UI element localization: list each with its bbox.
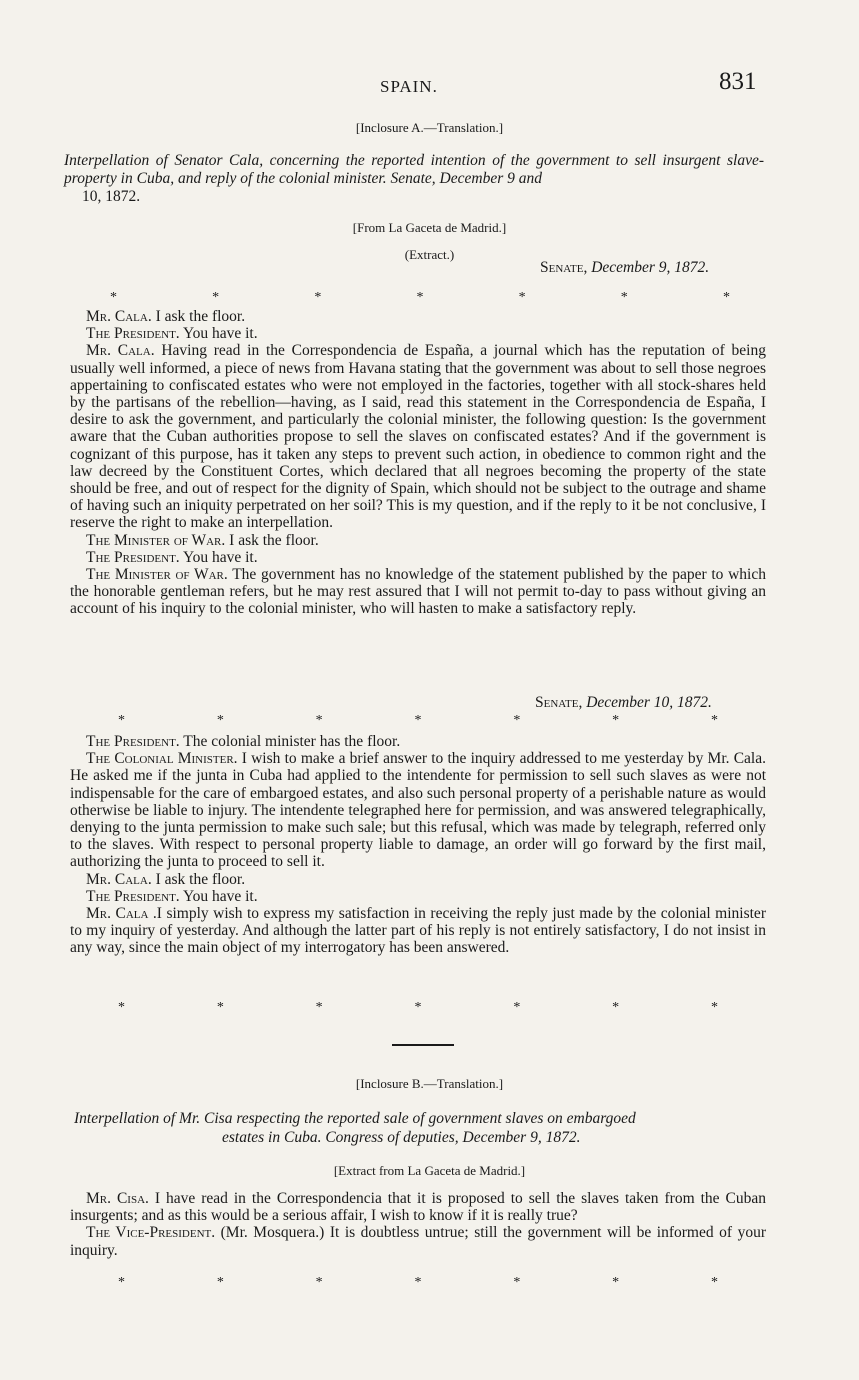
star: * xyxy=(722,290,730,305)
speech-text: Having read in the Correspondencia de España, a journal which has the reputation of being usually well informed, a piece of news from Havana stating that the government was about to sell those negroes appertaining to confiscated estates who were not employed in the factories, together with all stock-shares held by the partisans of the rebellion—having, as I said, read this statement in the Correspondencia de España, I desire to ask the government, and particularly the colonial minister, the following question: Is the government aware that the Cuban authorities propose to sell the slaves on confiscated estates? And if the government is cognizant of this purpose, has it taken any steps to prevent such action, in obedience to common right and the law decreed by the Constituent Cortes, which declared that all negroes becoming the property of the state should be free, and out of respect for the dignity of Spain, which should not be subject to the outrage and shame of having such an iniquity perpetrated on her soil? This is my question, and if the reply to it be not conclusive, I reserve the right to make an interpellation. xyxy=(70,342,766,532)
ellipsis-stars xyxy=(110,290,730,306)
dateline-dec-10 xyxy=(535,694,712,712)
ellipsis-stars xyxy=(118,1275,718,1291)
star: * xyxy=(315,713,323,728)
star: * xyxy=(513,713,521,728)
speech xyxy=(70,342,766,531)
speaker: The Vice-President. xyxy=(86,1224,216,1242)
star: * xyxy=(315,1000,323,1015)
speech-text: I ask the floor. xyxy=(151,308,246,325)
speaker: The President. xyxy=(86,548,180,566)
dateline-date: December 10, 1872. xyxy=(586,694,712,711)
speaker: Mr. Cala. xyxy=(86,870,152,888)
speech-text: You have it. xyxy=(179,325,258,343)
star: * xyxy=(513,1000,521,1015)
speaker: The Minister of War. xyxy=(86,566,228,584)
dateline-dec-9 xyxy=(540,259,709,277)
speech xyxy=(70,1224,766,1258)
star: * xyxy=(414,1275,422,1290)
speech-text: (Mr. Mosquera.) It is doubtless untrue; still the government will be informed of your inquiry. xyxy=(70,1224,766,1259)
speaker: The President. xyxy=(86,733,180,750)
dateline-senate: Senate, xyxy=(535,694,583,711)
dateline-senate: Senate, xyxy=(540,259,588,276)
inclosure-b-title-line2 xyxy=(222,1129,580,1147)
source-note-a: [From La Gaceta de Madrid.] xyxy=(352,220,507,235)
ellipsis-stars xyxy=(118,1000,718,1016)
star: * xyxy=(414,1000,422,1015)
inclosure-a-title-year: 10, 1872. xyxy=(82,188,141,205)
star: * xyxy=(314,290,322,305)
star: * xyxy=(710,713,718,728)
inclosure-b-title-date: December 9, 1872. xyxy=(462,1129,581,1146)
speaker: Mr. Cala xyxy=(86,905,149,923)
star: * xyxy=(118,1275,125,1290)
speech xyxy=(70,888,766,905)
inclosure-a-label: [Inclosure A.—Translation.] xyxy=(355,120,504,135)
source-note-b: [Extract from La Gaceta de Madrid.] xyxy=(333,1163,526,1178)
congress-proceedings xyxy=(70,1190,766,1259)
speech xyxy=(70,733,766,750)
speech-text: You have it. xyxy=(179,887,258,905)
star: * xyxy=(216,1000,224,1015)
star: * xyxy=(118,1000,125,1015)
speech xyxy=(70,750,766,870)
star: * xyxy=(710,1275,718,1290)
inclosure-b-label: [Inclosure B.—Translation.] xyxy=(355,1076,504,1091)
speech xyxy=(70,308,766,325)
speech-text: The government has no knowledge of the statement published by the paper to which the honorable gentleman refers, but he may rest assured that I will not permit to-day to pass without giving an account of his inquiry to the colonial minister, who will hasten to make a satisfactory reply. xyxy=(70,566,766,618)
speech xyxy=(70,905,766,957)
speech xyxy=(70,1190,766,1224)
star: * xyxy=(612,713,620,728)
page-number: 831 xyxy=(719,68,757,95)
ellipsis-stars xyxy=(118,713,718,729)
speech xyxy=(70,532,766,549)
running-head: SPAIN. xyxy=(380,77,438,96)
star: * xyxy=(612,1000,620,1015)
speech-text: I have read in the Correspondencia that it is proposed to sell the slaves taken from the Cuban insurgents; and as this would be a serious affair, I wish to know if it is really true? xyxy=(70,1190,766,1225)
speech xyxy=(70,566,766,618)
speaker: The President. xyxy=(86,325,180,343)
star: * xyxy=(612,1275,620,1290)
senate-dec-10-proceedings xyxy=(70,733,766,957)
speech-text: .I simply wish to express my satisfaction in receiving the reply just made by the colonial minister to my inquiry of yesterday. And although the latter part of his reply is not entirely satisfactory, I do not insist in any way, since the main object of my interrogatory has been answered. xyxy=(70,905,766,957)
speaker: The President. xyxy=(86,887,180,905)
star: * xyxy=(414,713,422,728)
star: * xyxy=(110,290,117,305)
speech xyxy=(70,325,766,342)
star: * xyxy=(620,290,628,305)
star: * xyxy=(216,713,224,728)
star: * xyxy=(416,290,424,305)
speaker: Mr. Cala. xyxy=(86,308,152,325)
speaker: The Colonial Minister. xyxy=(86,750,238,768)
star: * xyxy=(212,290,220,305)
speech-text: I wish to make a brief answer to the inquiry addressed to me yesterday by Mr. Cala. He asked me if the junta in Cuba had applied to the intendente for permission to sell such slaves as were not indispensable for the care of embargoed estates, and also such personal property of a perishable nature as would otherwise be liable to injury. The intendente telegraphed here for permission, and was answered telegraphically, denying to the junta permission to make such sale; but this refusal, which was made by telegraph, referred only to the slaves. With respect to personal property liable to damage, an order will go forward by the first mail, authorizing the junta to proceed to sell it. xyxy=(70,750,766,871)
speech xyxy=(70,549,766,566)
star: * xyxy=(315,1275,323,1290)
speech-text: I ask the floor. xyxy=(151,870,246,888)
star: * xyxy=(216,1275,224,1290)
star: * xyxy=(513,1275,521,1290)
speech-text: The colonial minister has the floor. xyxy=(179,733,401,750)
senate-dec-9-proceedings xyxy=(70,308,766,618)
star: * xyxy=(518,290,526,305)
star: * xyxy=(710,1000,718,1015)
inclosure-a-title-text: Interpellation of Senator Cala, concerning the reported intention of the government to sell insurgent slave-property in Cuba, and reply of the colonial minister. Senate, December 9 and xyxy=(64,152,764,187)
inclosure-b-title-line1: Interpellation of Mr. Cisa respecting the reported sale of government slaves on embargoed xyxy=(74,1110,636,1127)
star: * xyxy=(118,713,125,728)
extract-note: (Extract.) xyxy=(404,247,455,262)
inclosure-b-title-text: estates in Cuba. Congress of deputies, xyxy=(222,1129,459,1146)
speaker: The Minister of War. xyxy=(86,531,226,549)
speech-text: I ask the floor. xyxy=(225,531,319,549)
section-divider xyxy=(392,1044,454,1046)
speech-text: You have it. xyxy=(179,548,258,566)
speaker: Mr. Cisa. xyxy=(86,1190,149,1207)
dateline-date: December 9, 1872. xyxy=(591,259,710,276)
speech xyxy=(70,871,766,888)
inclosure-a-title xyxy=(64,152,764,206)
speaker: Mr. Cala. xyxy=(86,342,155,360)
